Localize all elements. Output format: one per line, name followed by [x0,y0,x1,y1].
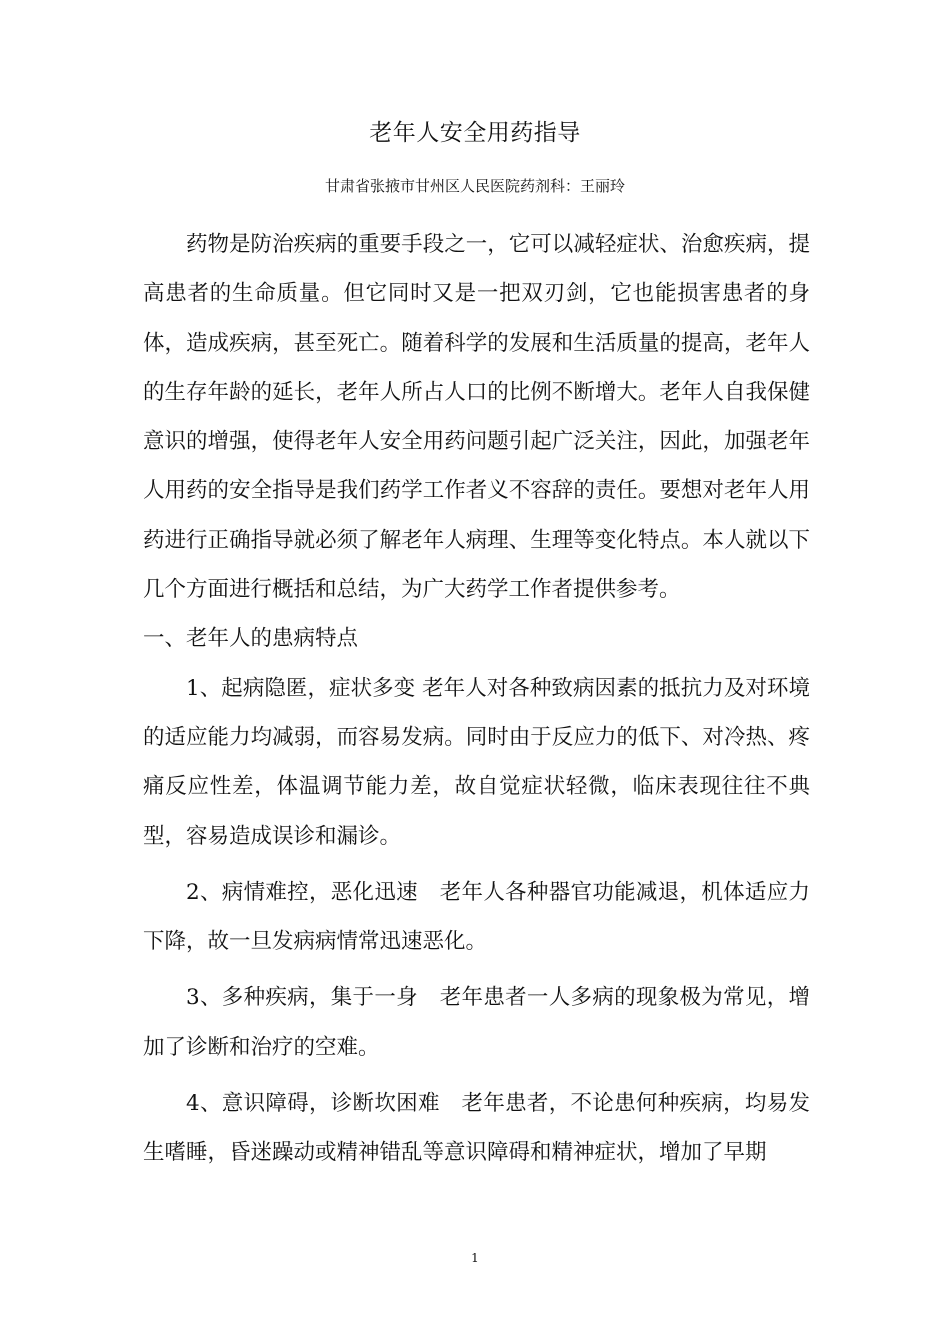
list-item: 1、起病隐匿，症状多变 老年人对各种致病因素的抵抗力及对环境的适应能力均减弱，而容易发病。同时由于反应力的低下、对冷热、疼痛反应性差，体温调节能力差，故自觉症状轻微，临床表现往往不典型，容易造成误诊和漏诊。 [143,675,810,849]
list-item: 4、意识障碍，诊断坎困难 老年患者，不论患何种疾病，均易发生嗜睡，昏迷躁动或精神错乱等意识障碍和精神症状，增加了早期 [143,1091,810,1166]
page-number: 1 [471,1251,479,1265]
list-item: 2、病情难控，恶化迅速 老年人各种器官功能减退，机体适应力下降，故一旦发病病情常迅速恶化。 [143,879,810,955]
section-heading: 一、老年人的患病特点 [143,626,359,652]
document-body [143,220,810,1185]
intro-paragraph: 药物是防治疾病的重要手段之一，它可以减轻症状、治愈疾病，提高患者的生命质量。但它同时又是一把双刃剑，它也能损害患者的身体，造成疾病，甚至死亡。随着科学的发展和生活质量的提高，老年人的生存年龄的延长，老年人所占人口的比例不断增大。老年人自我保健意识的增强，使得老年人安全用药问题引起广泛关注，因此，加强老年人用药的安全指导是我们药学工作者义不容辞的责任。要想对老年人用药进行正确指导就必须了解老年人病理、生理等变化特点。本人就以下几个方面进行概括和总结，为广大药学工作者提供参考。 [143,232,810,603]
list-item: 3、多种疾病，集于一身 老年患者一人多病的现象极为常见，增加了诊断和治疗的空难。 [143,985,810,1060]
document-title: 老年人安全用药指导 [369,120,581,146]
author-line: 甘肃省张掖市甘州区人民医院药剂科：王丽玲 [324,177,625,195]
